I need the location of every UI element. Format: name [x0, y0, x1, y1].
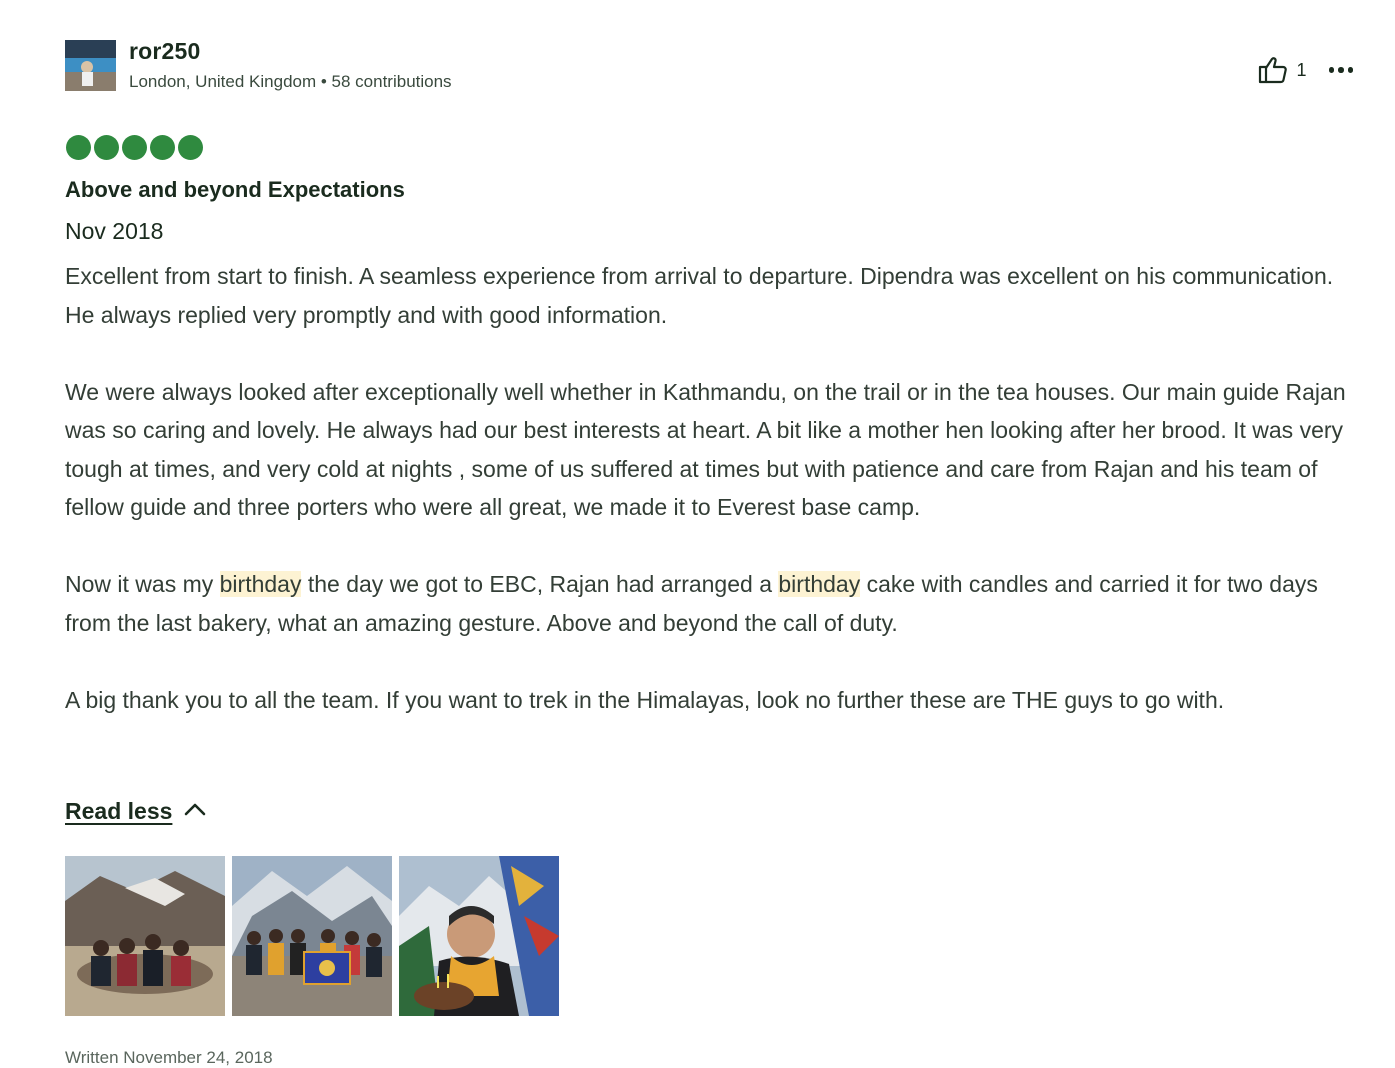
rating-bubble-icon	[66, 135, 91, 160]
review-paragraph: We were always looked after exceptionally well whether in Kathmandu, on the trail or in the tea houses. Our main guide Rajan was so caring and lovely. He always had our best interests at heart. A bit like a mother hen looking after her brood. It was very tough at times, and very cold at nights , some of us suffered at times but with patience and care from Rajan and his team of fellow guide and three porters who were all great, we made it to Everest base camp.	[65, 378, 1346, 520]
review-paragraph: A big thank you to all the team. If you want to trek in the Himalayas, look no further these are THE guys to go with.	[65, 686, 1225, 713]
ellipsis-icon	[1329, 67, 1335, 73]
review-header	[65, 38, 1365, 98]
rating-bubble-icon	[178, 135, 203, 160]
review-actions	[1258, 56, 1355, 84]
review-card	[65, 38, 1365, 1067]
review-paragraph: Excellent from start to finish. A seamless experience from arrival to departure. Dipendra was excellent on his communication. He always replied very promptly and with good information.	[65, 263, 1334, 328]
reviewer-meta: London, United Kingdom • 58 contributions	[129, 72, 452, 91]
avatar[interactable]	[65, 40, 116, 91]
read-less-label: Read less	[65, 798, 173, 824]
review-body	[65, 257, 1365, 719]
search-highlight: birthday	[778, 571, 861, 597]
chevron-up-icon	[172, 802, 206, 821]
review-photo-thumbnail[interactable]	[232, 856, 392, 1016]
review-date: Nov 2018	[65, 218, 164, 244]
rating-bubbles	[66, 135, 203, 160]
read-less-button[interactable]	[65, 798, 206, 825]
helpful-count: 1	[1296, 59, 1307, 80]
rating-bubble-icon	[122, 135, 147, 160]
helpful-vote-button[interactable]	[1258, 56, 1306, 84]
search-highlight: birthday	[219, 571, 302, 597]
thumbs-up-icon	[1258, 56, 1288, 84]
review-title[interactable]: Above and beyond Expectations	[65, 177, 405, 202]
reviewer-username[interactable]: ror250	[129, 38, 201, 64]
review-photo-thumbnail[interactable]	[65, 856, 225, 1016]
rating-bubble-icon	[94, 135, 119, 160]
review-photo-thumbnail[interactable]	[399, 856, 559, 1016]
more-options-button[interactable]	[1327, 63, 1356, 77]
review-paragraph: Now it was my birthday the day we got to EBC, Rajan had arranged a birthday cake with candles and carried it for two days from the last bakery, what an amazing gesture. Above and beyond the call of duty.	[65, 571, 1318, 636]
review-photos	[65, 856, 559, 1016]
written-date: Written November 24, 2018	[65, 1048, 273, 1067]
rating-bubble-icon	[150, 135, 175, 160]
